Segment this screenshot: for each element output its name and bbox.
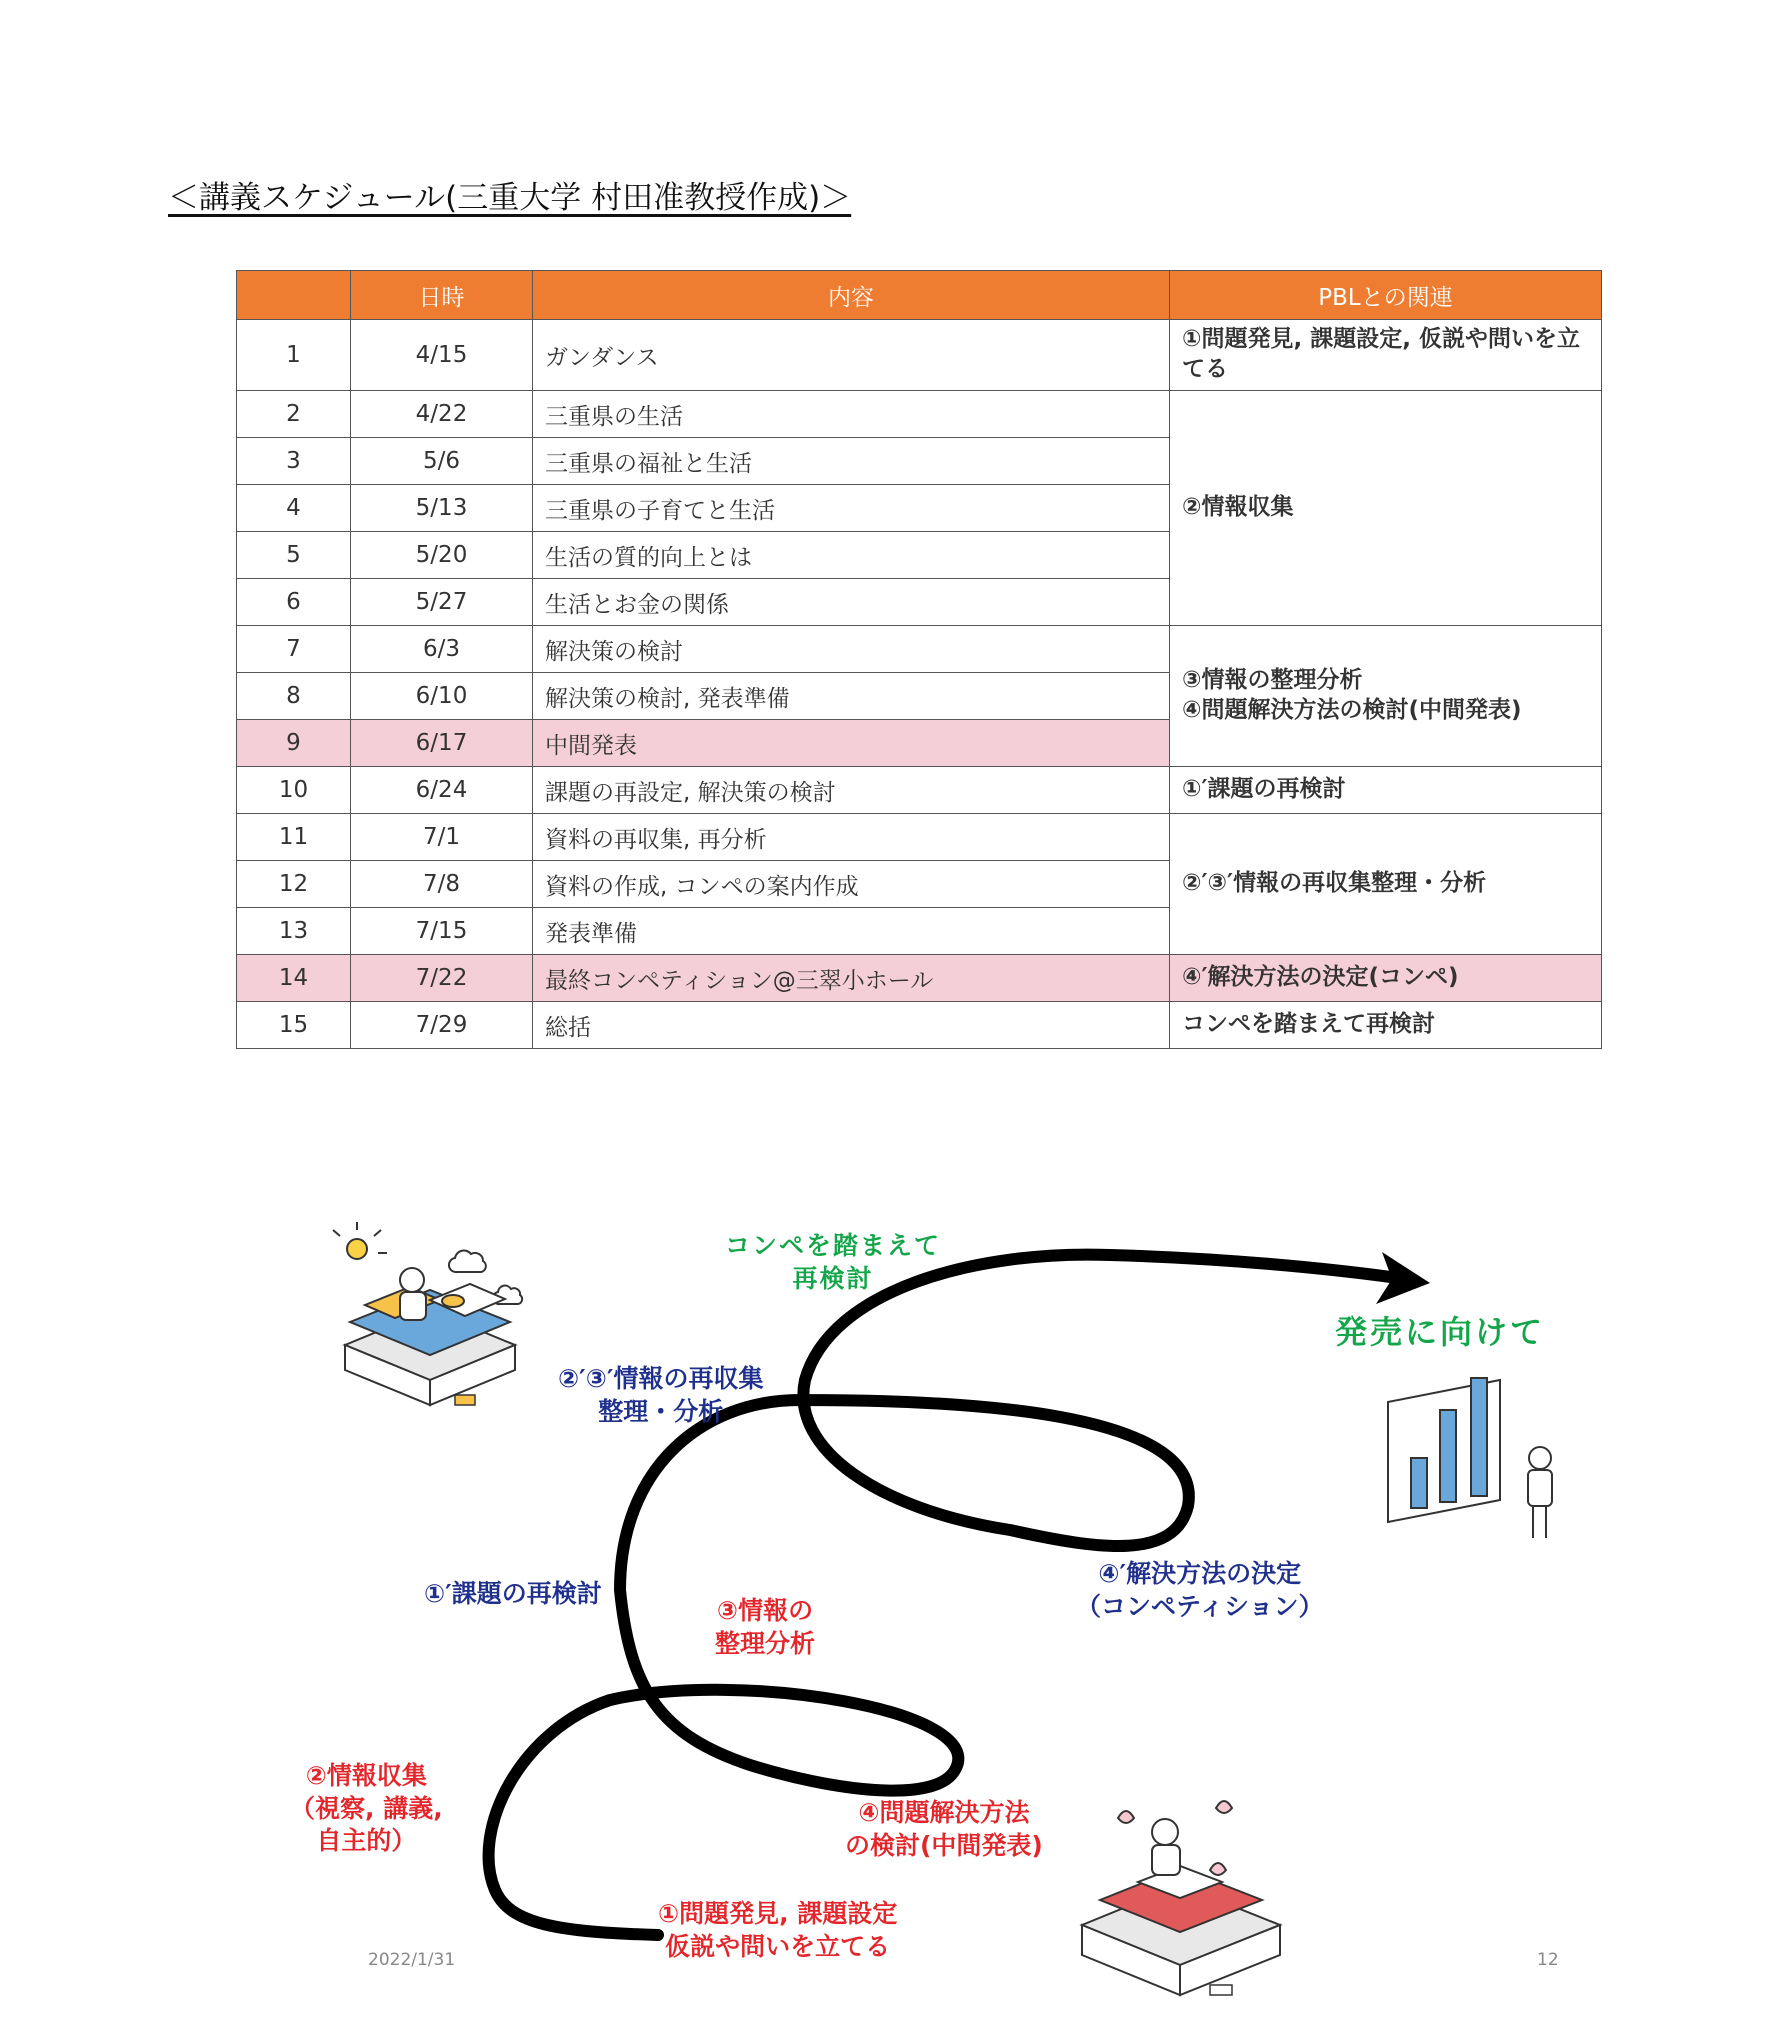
row-number: 3 bbox=[237, 438, 351, 485]
person-reading-illustration bbox=[333, 1222, 522, 1405]
label-midterm-line2: の検討(中間発表) bbox=[845, 1830, 1043, 1860]
row-number: 1 bbox=[237, 320, 351, 391]
row-number: 12 bbox=[237, 861, 351, 908]
label-discover-line1: ①問題発見, 課題設定 bbox=[658, 1899, 898, 1928]
row-date: 5/20 bbox=[351, 532, 533, 579]
row-date: 7/15 bbox=[351, 908, 533, 955]
footer-date: 2022/1/31 bbox=[368, 1950, 456, 1970]
label-collect bbox=[290, 1760, 443, 1858]
label-decide-line1: ④′解決方法の決定 bbox=[1098, 1559, 1302, 1588]
label-organize-line2: 整理分析 bbox=[715, 1628, 816, 1658]
person-sitting-pink-illustration bbox=[1082, 1801, 1280, 1995]
row-date: 5/27 bbox=[351, 579, 533, 626]
row-date: 7/1 bbox=[351, 814, 533, 861]
row-number: 9 bbox=[237, 720, 351, 767]
row-content: 課題の再設定, 解決策の検討 bbox=[533, 767, 1170, 814]
label-decide-line2: （コンペティション） bbox=[1076, 1591, 1324, 1621]
row-content: 資料の再収集, 再分析 bbox=[533, 814, 1170, 861]
header-content: 内容 bbox=[533, 271, 1170, 320]
row-content: 資料の作成, コンペの案内作成 bbox=[533, 861, 1170, 908]
label-organize-line1: ③情報の bbox=[716, 1596, 814, 1625]
label-compe-review-line1: コンペを踏まえて bbox=[725, 1231, 942, 1260]
row-content: 解決策の検討, 発表準備 bbox=[533, 673, 1170, 720]
row-content: 三重県の子育てと生活 bbox=[533, 485, 1170, 532]
row-number: 4 bbox=[237, 485, 351, 532]
row-number: 8 bbox=[237, 673, 351, 720]
row-date: 7/22 bbox=[351, 955, 533, 1002]
header-date: 日時 bbox=[351, 271, 533, 320]
person-bar-chart-illustration bbox=[1388, 1378, 1552, 1538]
pbl-info-collection: ②情報収集 bbox=[1170, 391, 1602, 626]
row-content: 三重県の福祉と生活 bbox=[533, 438, 1170, 485]
row-date: 4/15 bbox=[351, 320, 533, 391]
row-content: 生活の質的向上とは bbox=[533, 532, 1170, 579]
row-content: ガンダンス bbox=[533, 320, 1170, 391]
row-date: 7/8 bbox=[351, 861, 533, 908]
label-reinfo-line1: ②′③′情報の再収集 bbox=[558, 1364, 764, 1393]
row-date: 5/6 bbox=[351, 438, 533, 485]
row-number: 6 bbox=[237, 579, 351, 626]
row-content: 解決策の検討 bbox=[533, 626, 1170, 673]
row-content: 発表準備 bbox=[533, 908, 1170, 955]
label-reexamine: ①′課題の再検討 bbox=[424, 1579, 602, 1608]
label-decide bbox=[1076, 1558, 1324, 1623]
row-number: 10 bbox=[237, 767, 351, 814]
label-compe-review-line2: 再検討 bbox=[792, 1263, 874, 1293]
row-number: 2 bbox=[237, 391, 351, 438]
row-content: 生活とお金の関係 bbox=[533, 579, 1170, 626]
pbl-decision: ④′解決方法の決定(コンペ) bbox=[1170, 955, 1602, 1002]
label-collect-line2: （視察, 講義, bbox=[290, 1793, 443, 1823]
row-content: 中間発表 bbox=[533, 720, 1170, 767]
row-date: 5/13 bbox=[351, 485, 533, 532]
row-number: 11 bbox=[237, 814, 351, 861]
row-date: 4/22 bbox=[351, 391, 533, 438]
label-midterm-line1: ④問題解決方法 bbox=[858, 1798, 1030, 1827]
pbl-problem-discovery: ①問題発見, 課題設定, 仮説や問いを立てる bbox=[1170, 320, 1602, 391]
pbl-analysis: ③情報の整理分析 bbox=[1182, 667, 1363, 694]
row-date: 6/24 bbox=[351, 767, 533, 814]
row-date: 6/17 bbox=[351, 720, 533, 767]
label-organize bbox=[715, 1595, 815, 1660]
pbl-compe-review: コンペを踏まえて再検討 bbox=[1170, 1002, 1602, 1049]
label-collect-line1: ②情報収集 bbox=[305, 1761, 427, 1790]
row-content: 総括 bbox=[533, 1002, 1170, 1049]
row-number: 5 bbox=[237, 532, 351, 579]
row-content: 三重県の生活 bbox=[533, 391, 1170, 438]
row-date: 6/3 bbox=[351, 626, 533, 673]
label-compe-review bbox=[725, 1230, 941, 1295]
pbl-recollection: ②′③′情報の再収集整理・分析 bbox=[1170, 814, 1602, 955]
row-date: 7/29 bbox=[351, 1002, 533, 1049]
label-collect-line3: 自主的） bbox=[316, 1826, 417, 1855]
row-number: 14 bbox=[237, 955, 351, 1002]
label-discover bbox=[658, 1898, 897, 1963]
row-number: 15 bbox=[237, 1002, 351, 1049]
label-discover-line2: 仮説や問いを立てる bbox=[665, 1931, 891, 1961]
label-reinfo-line2: 整理・分析 bbox=[598, 1396, 724, 1426]
row-date: 6/10 bbox=[351, 673, 533, 720]
pbl-reexamine: ①′課題の再検討 bbox=[1170, 767, 1602, 814]
label-midterm bbox=[845, 1797, 1043, 1862]
footer-page-number: 12 bbox=[1537, 1950, 1559, 1970]
header-pbl: PBLとの関連 bbox=[1170, 271, 1602, 320]
row-content: 最終コンペティション@三翠小ホール bbox=[533, 955, 1170, 1002]
label-reinfo bbox=[558, 1363, 764, 1428]
row-number: 13 bbox=[237, 908, 351, 955]
page-title: ＜講義スケジュール(三重大学 村田准教授作成)＞ bbox=[168, 180, 852, 216]
label-toward-sale: 発売に向けて bbox=[1335, 1313, 1546, 1351]
row-number: 7 bbox=[237, 626, 351, 673]
pbl-midterm: ④問題解決方法の検討(中間発表) bbox=[1182, 697, 1522, 723]
